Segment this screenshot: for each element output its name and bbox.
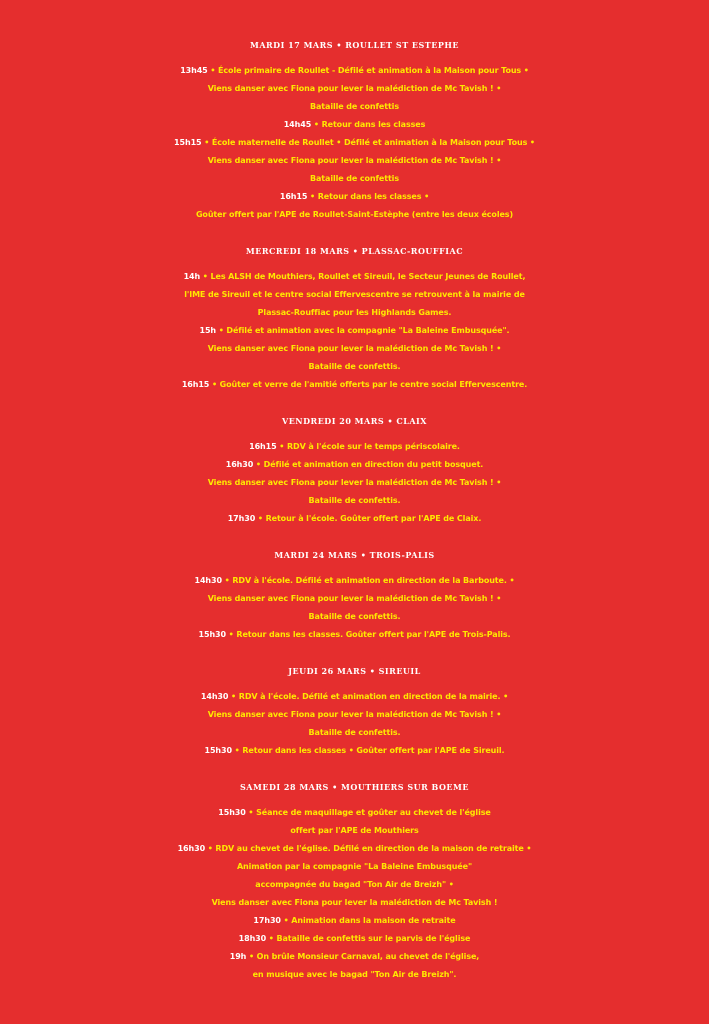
- schedule-line: [0, 358, 709, 376]
- event-time: 14h30: [194, 576, 222, 585]
- schedule-line: [0, 80, 709, 98]
- schedule-line: [0, 948, 709, 966]
- event-text: Viens danser avec Fiona pour lever la malédiction de Mc Tavish ! •: [207, 84, 502, 93]
- schedule-line: [0, 894, 709, 912]
- event-text: Viens danser avec Fiona pour lever la malédiction de Mc Tavish ! •: [207, 478, 502, 487]
- event-time: 16h30: [225, 460, 254, 469]
- event-time: 15h30: [204, 746, 232, 755]
- schedule-line: [0, 912, 709, 930]
- event-text: l'IME de Sireuil et le centre social Effervescentre se retrouvent à la mairie de: [184, 290, 525, 299]
- day-section: [0, 32, 709, 224]
- event-text: Bataille de confettis: [310, 102, 399, 111]
- day-section: [0, 542, 709, 644]
- event-time: 16h15: [181, 380, 210, 389]
- event-text: • Séance de maquillage et goûter au chevet de l'église: [245, 808, 491, 817]
- event-text: Viens danser avec Fiona pour lever la malédiction de Mc Tavish ! •: [207, 594, 502, 603]
- schedule-line: [0, 340, 709, 358]
- event-time: 15h30: [218, 808, 246, 817]
- event-text: • RDV au chevet de l'église. Défilé en direction de la maison de retraite •: [205, 844, 532, 853]
- schedule-line: [0, 116, 709, 134]
- schedule-line: [0, 858, 709, 876]
- schedule-line: [0, 510, 709, 528]
- event-text: accompagnée du bagad "Ton Air de Breizh" •: [255, 880, 454, 889]
- schedule-line: [0, 688, 709, 706]
- schedule-line: [0, 742, 709, 760]
- schedule-line: [0, 376, 709, 394]
- day-section: [0, 658, 709, 760]
- event-text: Viens danser avec Fiona pour lever la malédiction de Mc Tavish ! •: [207, 344, 502, 353]
- event-time: 17h30: [253, 916, 281, 925]
- event-text: • Défilé et animation en direction du petit bosquet.: [253, 460, 484, 469]
- event-text: • Goûter et verre de l'amitié offerts par le centre social Effervescentre.: [209, 380, 528, 389]
- day-heading: JEUDI 26 MARS • SIREUIL: [288, 666, 421, 676]
- event-time: 16h15: [249, 442, 277, 451]
- event-time: 14h: [183, 272, 201, 281]
- event-text: • Retour dans les classes •: [307, 192, 430, 201]
- event-text: Viens danser avec Fiona pour lever la malédiction de Mc Tavish ! •: [207, 156, 502, 165]
- schedule-line: [0, 268, 709, 286]
- event-time: 16h30: [177, 844, 206, 853]
- schedule-line: [0, 822, 709, 840]
- schedule-line: [0, 492, 709, 510]
- event-text: Bataille de confettis.: [308, 612, 401, 621]
- schedule-line: [0, 876, 709, 894]
- event-text: • Défilé et animation avec la compagnie "La Baleine Embusquée".: [216, 326, 510, 335]
- day-section: [0, 774, 709, 984]
- event-time: 17h30: [227, 514, 256, 523]
- schedule-line: [0, 206, 709, 224]
- event-time: 16h15: [279, 192, 308, 201]
- event-text: • Bataille de confettis sur le parvis de l'église: [266, 934, 471, 943]
- schedule-line: [0, 438, 709, 456]
- event-time: 14h45: [283, 120, 312, 129]
- event-text: • Retour à l'école. Goûter offert par l'APE de Claix.: [255, 514, 482, 523]
- event-time: 15h30: [198, 630, 226, 639]
- event-time: 13h45: [180, 66, 208, 75]
- schedule-line: [0, 590, 709, 608]
- schedule-line: [0, 474, 709, 492]
- schedule-line: [0, 322, 709, 340]
- event-text: Viens danser avec Fiona pour lever la malédiction de Mc Tavish !: [211, 898, 498, 907]
- event-time: 14h30: [200, 692, 229, 701]
- day-section: [0, 238, 709, 394]
- schedule-line: [0, 188, 709, 206]
- schedule-line: [0, 286, 709, 304]
- schedule-line: [0, 62, 709, 80]
- event-text: • Les ALSH de Mouthiers, Roullet et Sireuil, le Secteur Jeunes de Roullet,: [200, 272, 526, 281]
- event-text: • Animation dans la maison de retraite: [280, 916, 456, 925]
- event-text: • Retour dans les classes. Goûter offert par l'APE de Trois-Palis.: [226, 630, 511, 639]
- schedule-line: [0, 840, 709, 858]
- event-text: Bataille de confettis.: [308, 728, 401, 737]
- event-text: Plassac-Rouffiac pour les Highlands Games.: [257, 308, 452, 317]
- schedule-line: [0, 966, 709, 984]
- event-text: Goûter offert par l'APE de Roullet-Saint-Estèphe (entre les deux écoles): [195, 210, 514, 219]
- day-heading: MARDI 24 MARS • TROIS-PALIS: [274, 550, 435, 560]
- event-text: Bataille de confettis.: [308, 362, 401, 371]
- event-time: 19h: [229, 952, 247, 961]
- day-heading: MARDI 17 MARS • ROULLET ST ESTEPHE: [249, 40, 460, 50]
- event-text: • On brûle Monsieur Carnaval, au chevet de l'église,: [246, 952, 480, 961]
- event-text: Bataille de confettis: [310, 174, 399, 183]
- schedule-line: [0, 608, 709, 626]
- schedule-line: [0, 170, 709, 188]
- schedule-line: [0, 134, 709, 152]
- event-text: • RDV à l'école. Défilé et animation en direction de la mairie. •: [228, 692, 509, 701]
- event-text: • École maternelle de Roullet • Défilé et animation à la Maison pour Tous •: [201, 138, 535, 147]
- event-text: Animation par la compagnie "La Baleine Embusquée": [236, 862, 473, 871]
- event-time: 15h: [199, 326, 217, 335]
- day-section: [0, 408, 709, 528]
- schedule-line: [0, 98, 709, 116]
- day-heading: MERCREDI 18 MARS • PLASSAC-ROUFFIAC: [245, 246, 464, 256]
- day-heading: VENDREDI 20 MARS • CLAIX: [281, 416, 427, 426]
- schedule-line: [0, 304, 709, 322]
- day-heading: SAMEDI 28 MARS • MOUTHIERS SUR BOEME: [240, 782, 469, 792]
- schedule-line: [0, 724, 709, 742]
- schedule-line: [0, 572, 709, 590]
- event-text: • Retour dans les classes: [311, 120, 426, 129]
- schedule-line: [0, 456, 709, 474]
- schedule-line: [0, 930, 709, 948]
- schedule-line: [0, 706, 709, 724]
- event-time: 18h30: [238, 934, 267, 943]
- event-text: • École primaire de Roullet - Défilé et animation à la Maison pour Tous •: [207, 66, 529, 75]
- event-text: Viens danser avec Fiona pour lever la malédiction de Mc Tavish ! •: [207, 710, 502, 719]
- schedule-line: [0, 626, 709, 644]
- event-text: offert par l'APE de Mouthiers: [290, 826, 419, 835]
- schedule-line: [0, 152, 709, 170]
- event-time: 15h15: [174, 138, 202, 147]
- event-text: • Retour dans les classes • Goûter offert par l'APE de Sireuil.: [231, 746, 505, 755]
- event-text: • RDV à l'école sur le temps périscolaire.: [276, 442, 460, 451]
- event-text: en musique avec le bagad "Ton Air de Breizh".: [252, 970, 457, 979]
- event-text: Bataille de confettis.: [308, 496, 401, 505]
- schedule-line: [0, 804, 709, 822]
- event-text: • RDV à l'école. Défilé et animation en direction de la Barboute. •: [221, 576, 515, 585]
